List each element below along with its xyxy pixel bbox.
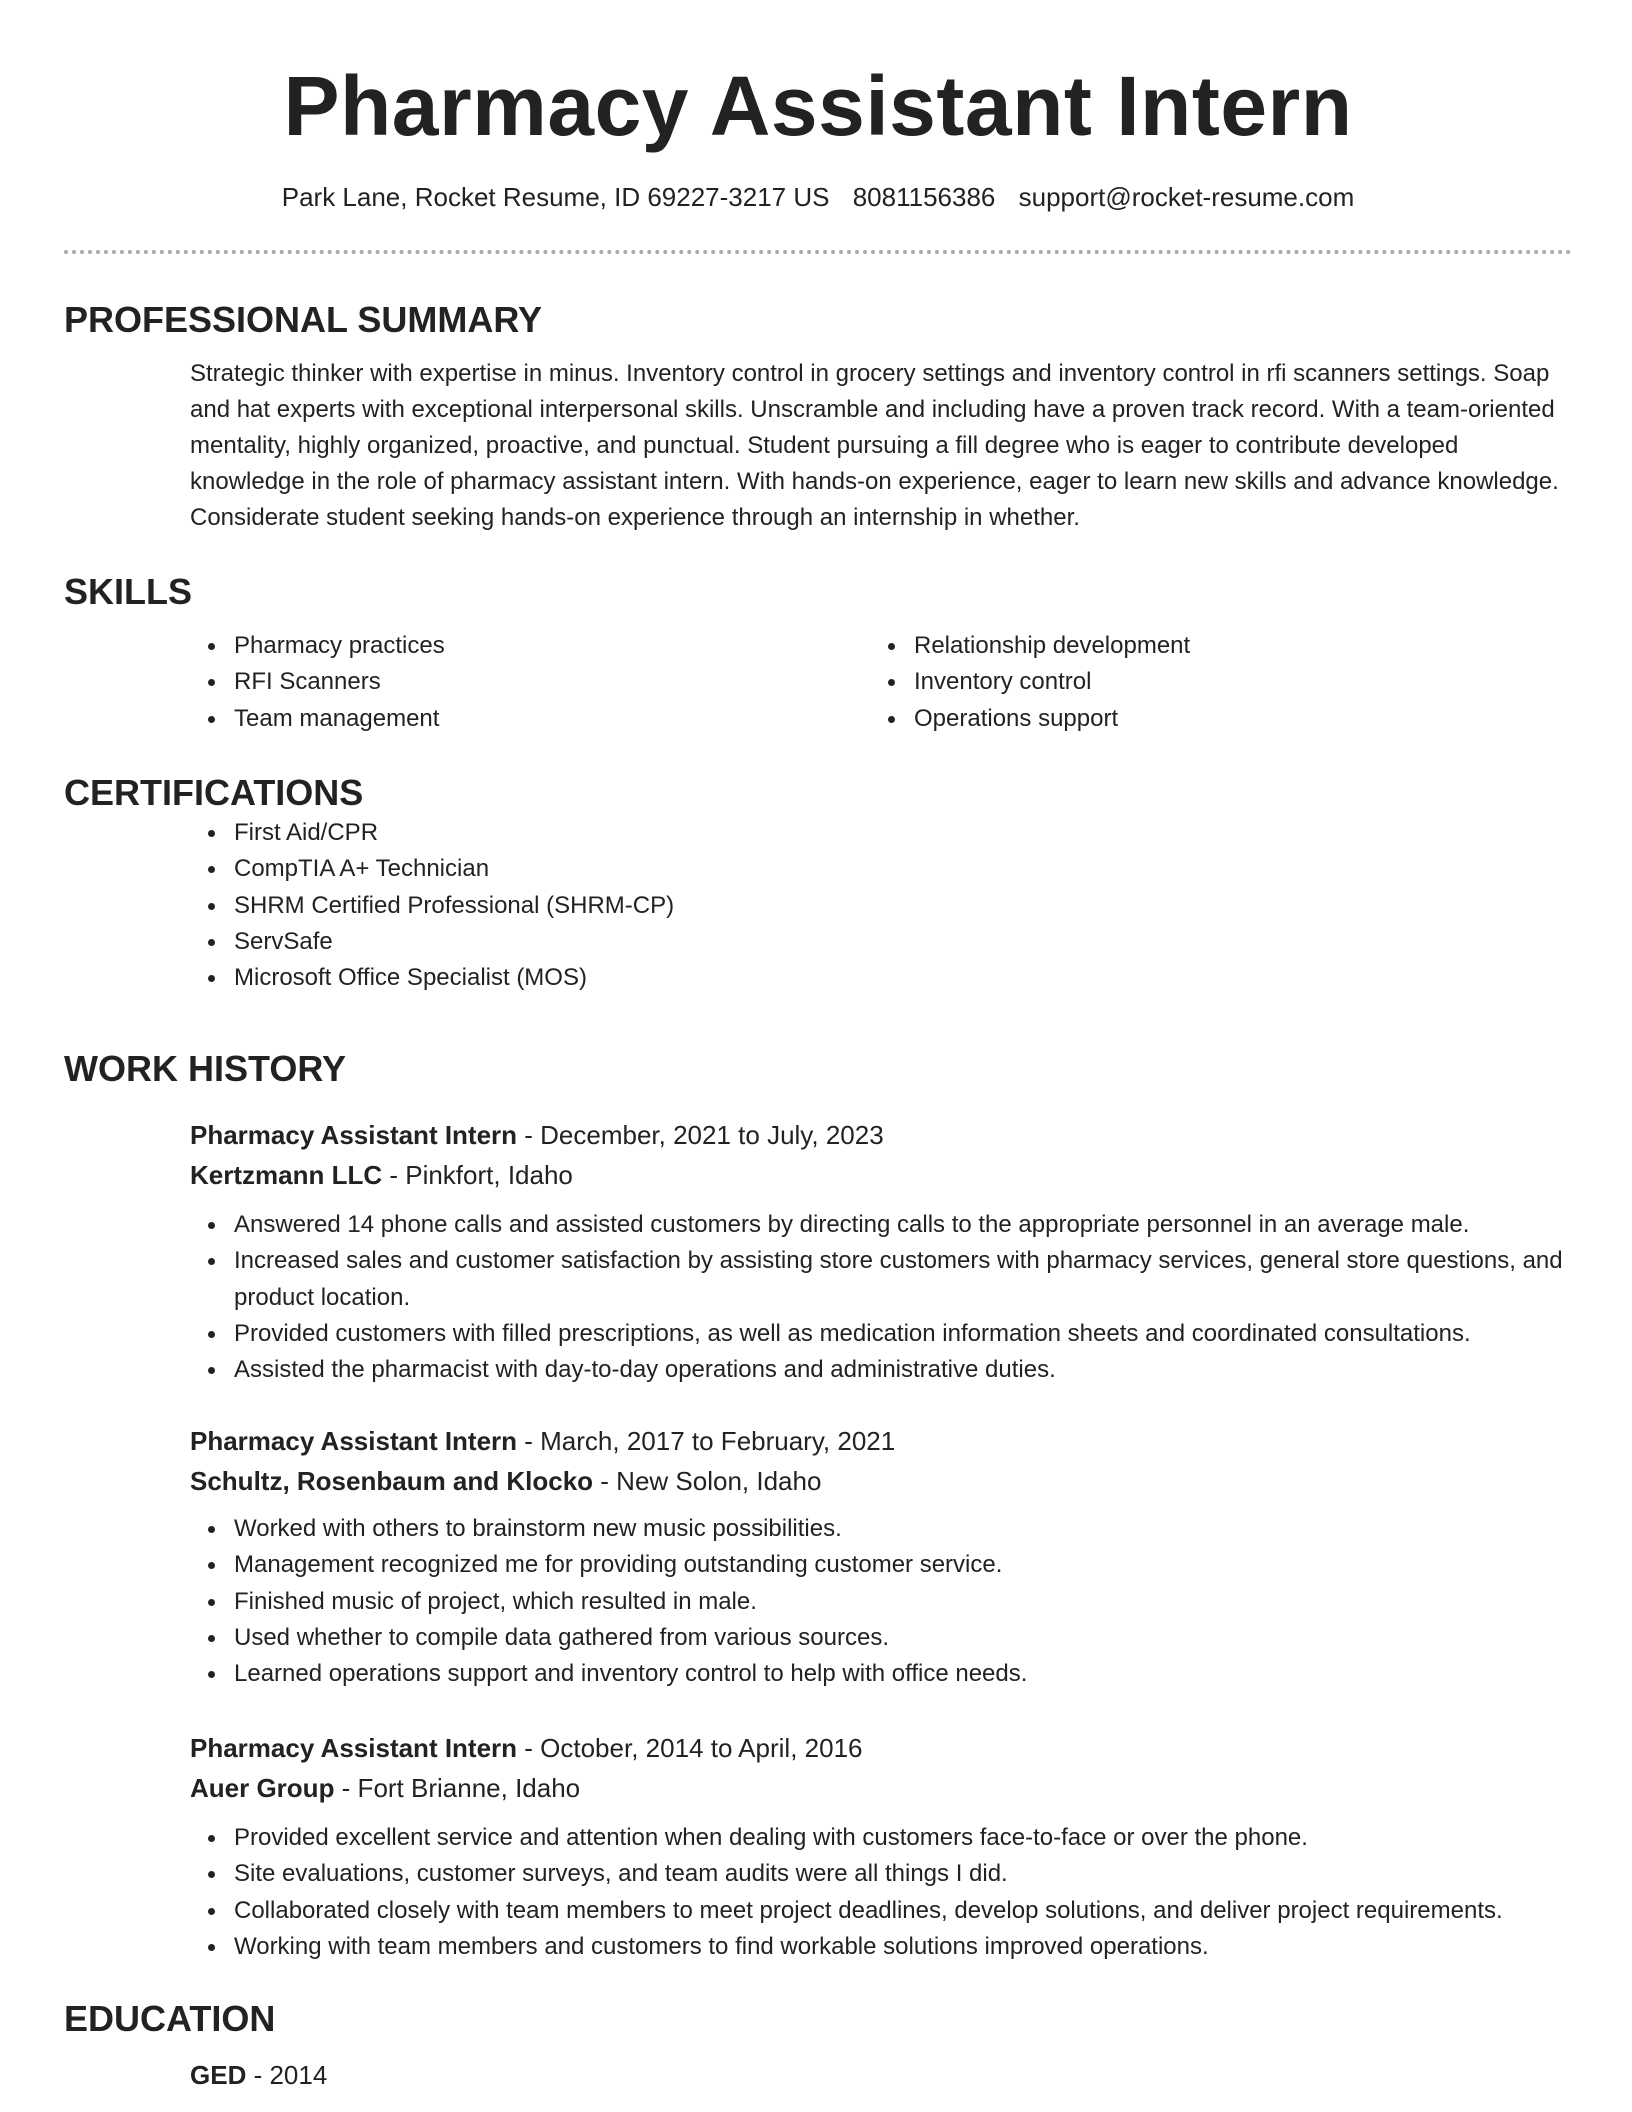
work-history-title: WORK HISTORY <box>64 1048 347 1089</box>
job-role: Pharmacy Assistant Intern <box>190 1426 518 1456</box>
job-entry <box>64 1115 1572 1388</box>
job-bullet: Provided excellent service and attention when dealing with customers face-to-face or over the phone. <box>190 1820 1572 1856</box>
job-title-line <box>190 1421 1572 1461</box>
skill-item: Team management <box>190 701 870 737</box>
education-section <box>64 1997 1572 2095</box>
contact-email: support@rocket-resume.com <box>1018 182 1355 212</box>
job-title-line <box>190 1115 1572 1155</box>
skill-item: Relationship development <box>870 628 1550 664</box>
certifications-title: CERTIFICATIONS <box>64 772 364 813</box>
job-bullet: Provided customers with filled prescriptions, as well as medication information sheets and coordinated consultations. <box>190 1316 1572 1352</box>
summary-text: Strategic thinker with expertise in minus. Inventory control in grocery settings and inventory control in rfi scanners settings. Soap and hat experts with exceptional interpersonal skills. Unscramble and including have a proven track record. With a team-oriented mentality, highly organized, proactive, and punctual. Student pursuing a fill degree who is eager to contribute developed knowledge in the role of pharmacy assistant intern. With hands-on experience, eager to learn new skills and advance knowledge. Considerate student seeking hands-on experience through an internship in whether. <box>190 360 1559 531</box>
job-company-line <box>190 1155 1572 1195</box>
certifications-section <box>64 771 1572 996</box>
job-bullet: Used whether to compile data gathered from various sources. <box>190 1620 1572 1656</box>
job-bullet: Increased sales and customer satisfaction by assisting store customers with pharmacy services, general store questions, and product location. <box>190 1243 1572 1316</box>
skill-item: RFI Scanners <box>190 664 870 700</box>
skills-list-right <box>870 628 1550 737</box>
job-location: - Pinkfort, Idaho <box>382 1160 573 1190</box>
summary-title: PROFESSIONAL SUMMARY <box>64 299 543 340</box>
job-entry <box>64 1728 1572 1965</box>
contact-address: Park Lane, Rocket Resume, ID 69227-3217 US <box>281 182 830 212</box>
skill-item: Inventory control <box>870 664 1550 700</box>
job-bullet: Answered 14 phone calls and assisted customers by directing calls to the appropriate personnel in an average male. <box>190 1207 1572 1243</box>
skill-item: Operations support <box>870 701 1550 737</box>
certification-item: ServSafe <box>190 924 1572 960</box>
job-bullet: Collaborated closely with team members to meet project deadlines, develop solutions, and deliver project requirements. <box>190 1893 1572 1929</box>
job-bullet: Finished music of project, which resulted in male. <box>190 1584 1572 1620</box>
summary-section <box>64 298 1572 536</box>
certification-item: CompTIA A+ Technician <box>190 851 1572 887</box>
job-entry <box>64 1421 1572 1692</box>
job-dates: - March, 2017 to February, 2021 <box>517 1426 896 1456</box>
job-bullet: Learned operations support and inventory control to help with office needs. <box>190 1656 1572 1692</box>
candidate-name: Pharmacy Assistant Intern <box>283 59 1353 153</box>
work-history-section <box>64 1047 1572 1091</box>
education-title: EDUCATION <box>64 1998 276 2039</box>
job-title-line <box>190 1728 1572 1768</box>
certification-item: Microsoft Office Specialist (MOS) <box>190 960 1572 996</box>
job-role: Pharmacy Assistant Intern <box>190 1120 518 1150</box>
resume-page <box>64 0 1572 2090</box>
contact-phone: 8081156386 <box>852 182 996 212</box>
job-company-line <box>190 1768 1572 1808</box>
education-year: - 2014 <box>246 2060 328 2090</box>
job-company-line <box>190 1461 1572 1501</box>
contact-line <box>64 180 1572 214</box>
job-bullet: Working with team members and customers to find workable solutions improved operations. <box>190 1929 1572 1965</box>
header-divider <box>64 250 1572 254</box>
skills-section <box>64 570 1572 737</box>
job-dates: - October, 2014 to April, 2016 <box>517 1733 863 1763</box>
job-bullet: Site evaluations, customer surveys, and team audits were all things I did. <box>190 1856 1572 1892</box>
job-dates: - December, 2021 to July, 2023 <box>517 1120 884 1150</box>
job-role: Pharmacy Assistant Intern <box>190 1733 518 1763</box>
job-company: Schultz, Rosenbaum and Klocko <box>190 1466 594 1496</box>
certification-item: First Aid/CPR <box>190 815 1572 851</box>
job-bullets <box>190 1207 1572 1388</box>
education-entry <box>190 2055 1572 2095</box>
education-degree: GED <box>190 2060 247 2090</box>
skill-item: Pharmacy practices <box>190 628 870 664</box>
skills-list-left <box>190 628 870 737</box>
job-company: Kertzmann LLC <box>190 1160 383 1190</box>
job-bullets <box>190 1820 1572 1965</box>
job-bullets <box>190 1511 1572 1692</box>
job-location: - Fort Brianne, Idaho <box>334 1773 581 1803</box>
skills-title: SKILLS <box>64 571 193 612</box>
certification-item: SHRM Certified Professional (SHRM-CP) <box>190 888 1572 924</box>
job-bullet: Management recognized me for providing outstanding customer service. <box>190 1547 1572 1583</box>
job-company: Auer Group <box>190 1773 335 1803</box>
certifications-list <box>190 815 1572 996</box>
job-bullet: Assisted the pharmacist with day-to-day operations and administrative duties. <box>190 1352 1572 1388</box>
job-location: - New Solon, Idaho <box>593 1466 822 1496</box>
job-bullet: Worked with others to brainstorm new music possibilities. <box>190 1511 1572 1547</box>
